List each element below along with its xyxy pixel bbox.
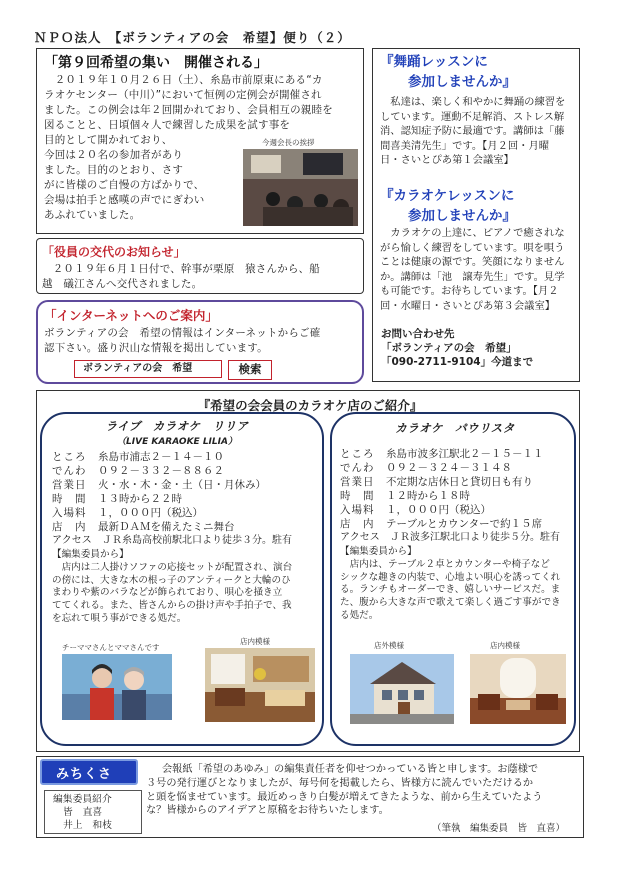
paulista-caption-interior: 店内模様 — [490, 641, 520, 650]
michikusa-signature: （筆執 編集委員 皆 直喜） — [432, 823, 566, 834]
dance-body: 私達は、楽しく和やかに舞踊の練習を しています。運動不足解消、ストレス解 消、認知症予防に最適です。講師は「藤 間喜美清先生」です。【月２回・月曜 日・さいとぴあ第１会議室】 — [380, 96, 566, 166]
lilia-interior-photo — [205, 648, 315, 722]
internet-heading: 「インターネットへのご案内」 — [44, 308, 218, 323]
contact-org: 「ボランティアの会 希望」 — [381, 342, 517, 354]
paulista-caption-exterior: 店外模様 — [374, 641, 404, 650]
contact-label: お問い合わせ先 — [381, 328, 455, 340]
editor-2: 井上 和枝 — [63, 820, 112, 831]
meeting-heading: 「第９回希望の集い 開催される」 — [44, 55, 268, 71]
lilia-caption-interior: 店内模様 — [240, 637, 270, 646]
paulista-exterior-photo — [350, 654, 454, 724]
contact-phone: 「090-2711-9104」今道まで — [381, 356, 534, 368]
shop-lilia-title: ライブ カラオケ リリア — [105, 419, 249, 433]
karaoke-lesson-body: カラオケの上達に、ピアノで癒されな がら愉しく練習をしています。唄を唄う ことは健康の源です。笑顔になりません か。講師は「池 譲寿先生」です。見学 も可能です。お待ちしています。【月２ 回・水曜日・さいとぴあ第３会議室】 — [380, 227, 565, 312]
contact-block — [381, 327, 533, 369]
search-box[interactable] — [74, 360, 222, 378]
paulista-interior-photo — [470, 654, 566, 724]
newsletter-title: ＮＰＯ法人 【ボランティアの会 希望】便り（２） — [34, 30, 351, 45]
michikusa-title: みちくさ — [56, 767, 113, 782]
internet-body: ボランティアの会 希望の情報はインターネットからご確 認下さい。盛り沢山な情報を掲出しています。 — [44, 327, 321, 354]
shop-paulista-editor: 【編集委員から】 店内は、テーブル２卓とカウンターや椅子など シックな趣きの内装で、心地よい唄心を誘ってくれ る。ランチもオーダーでき、嬉しいサービスだ。ま た、腹から大きな声で歌えて楽しく過ごす事ができ る処だ。 — [340, 546, 561, 621]
michikusa-body: 会報紙「希望のあゆみ」の編集責任者を仰せつかっている皆と申します。お蔭様で ３号の発行運びとなりましたが、毎号何を掲載したら、皆様方に読んでいただけるか と頭を悩ませています。最近めっきり白髪が増えてきたような、前から生えていたよう な？皆様からのアイデアと原稿をお待ちいたします。 — [146, 764, 543, 817]
officers-body: ２０１９年６月１日付で、幹事が栗原 猿さんから、船 越 礒江さんへ交代されました。 — [42, 263, 320, 290]
dance-heading: 『舞踊レッスンに 参加しませんか』 — [380, 54, 516, 90]
editor-1: 皆 直喜 — [63, 807, 103, 818]
editors-box — [44, 790, 142, 834]
meeting-photo — [243, 149, 358, 226]
officers-heading: 「役員の交代のお知らせ」 — [42, 245, 186, 259]
shops-heading: 『希望の会会員のカラオケ店のご紹介』 — [197, 398, 423, 413]
shop-paulista-title: カラオケ パウリスタ — [395, 421, 515, 435]
karaoke-lesson-heading: 『カラオケレッスンに 参加しませんか』 — [380, 188, 516, 224]
lilia-owners-photo — [62, 654, 172, 720]
meeting-body: ２０１９年１０月２６日（土）、糸島市前原東にある“カ ラオケセンター（中川）”において恒例の定例会が開催され ました。この例会は年２回開かれており、会員相互の親睦を 図ることと、日頃個々人で練習した成果を試す事を 目的として開かれており、 今回は２０名の参加者があり ました。目的のとおり、さす がに皆様のご自慢の方ばかりで、 会場は拍手と感嘆の声でにぎわい あふれていました。 — [44, 74, 333, 221]
lilia-caption-owners: チーママさんとママさんです — [62, 643, 160, 652]
shop-lilia-editor: 【編集委員から】 店内は二人掛けソファの応接セットが配置され、演台 の傍には、大きな木の根っ子のアンティークと大輪のひ まわりや紫のバラなどが飾られており、唄心を掻き立 ててくれる。また、皆さんからの掛け声や手拍子で、我 を忘れて唄う事ができる処だ。 — [52, 549, 293, 624]
meeting-photo-caption: 今週会長の挨拶 — [262, 138, 315, 147]
shop-lilia-subtitle: （LIVE KARAOKE LILIA） — [117, 437, 237, 447]
search-button[interactable]: 検索 — [228, 360, 272, 380]
editors-label: 編集委員紹介 — [53, 794, 112, 805]
search-box-text: ボランティアの会 希望 — [83, 363, 193, 374]
